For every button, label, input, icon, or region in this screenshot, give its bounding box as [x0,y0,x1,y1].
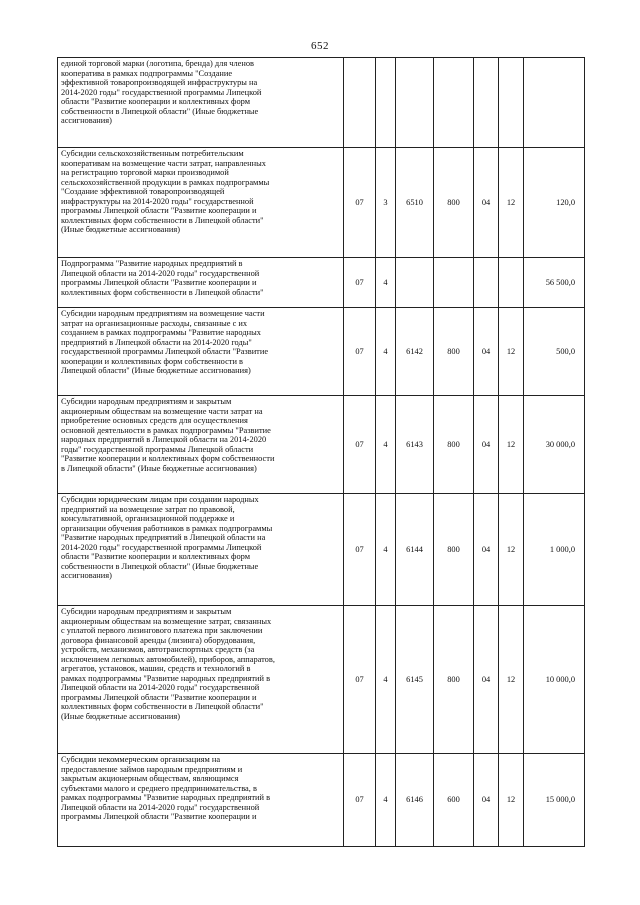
table-row [58,606,585,754]
table-row [58,396,585,494]
amount-cell: 56 500,0 [524,258,585,308]
expense-type-cell: 800 [434,494,474,606]
subsection-cell: 12 [499,494,524,606]
program-code-cell [344,58,376,148]
table-row [58,308,585,396]
subprogram-code-cell: 4 [376,396,396,494]
amount-cell: 30 000,0 [524,396,585,494]
section-cell: 04 [474,754,499,847]
amount-cell: 15 000,0 [524,754,585,847]
subprogram-code-cell: 4 [376,258,396,308]
program-code-cell: 07 [344,148,376,258]
direction-code-cell: 6145 [396,606,434,754]
program-code-cell: 07 [344,308,376,396]
expense-type-cell: 800 [434,308,474,396]
description-cell: Субсидии народным предприятиям и закрытым акционерным обществам на возмещение затрат, связанных с уплатой первого лизингового платежа при заключении договора финансовой аренды (лизинга) оборудования, устройств, механизмов, автотранспортных средств (за исключением легковых автомобилей), приборов, аппаратов, агрегатов, установок, машин, средств и технологий в рамках подпрограммы "Развитие народных предприятий в Липецкой области на 2014-2020 годы" государственной программы Липецкой области "Развитие кооперации и коллективных форм собственности в Липецкой области" (Иные бюджетные ассигнования) [58,606,344,754]
subsection-cell [499,258,524,308]
description-cell: Субсидии некоммерческим организациям на предоставление займов народным предприятиям и закрытым акционерным обществам, являющимся субъектами малого и среднего предпринимательства, в рамках подпрограммы "Развитие народных предприятий в Липецкой области на 2014-2020 годы" государственной программы Липецкой области "Развитие кооперации и [58,754,344,847]
expense-type-cell: 800 [434,148,474,258]
description-cell: Подпрограмма "Развитие народных предприятий в Липецкой области на 2014-2020 годы" государственной программы Липецкой области "Развитие кооперации и коллективных форм собственности в Липецкой области" [58,258,344,308]
direction-code-cell [396,258,434,308]
amount-cell: 500,0 [524,308,585,396]
table-body [58,58,585,847]
direction-code-cell: 6510 [396,148,434,258]
direction-code-cell: 6144 [396,494,434,606]
section-cell: 04 [474,308,499,396]
expense-type-cell [434,58,474,148]
subsection-cell: 12 [499,606,524,754]
direction-code-cell: 6142 [396,308,434,396]
subsection-cell: 12 [499,754,524,847]
table-row [58,258,585,308]
expense-type-cell: 800 [434,606,474,754]
subprogram-code-cell: 4 [376,494,396,606]
description-cell: Субсидии народным предприятиям и закрытым акционерным обществам на возмещение части затрат на приобретение основных средств для осуществления основной деятельности в рамках подпрограммы "Развитие народных предприятий в Липецкой области на 2014-2020 годы" государственной программы Липецкой области "Развитие кооперации и коллективных форм собственности в Липецкой области" (Иные бюджетные ассигнования) [58,396,344,494]
direction-code-cell: 6146 [396,754,434,847]
description-cell: Субсидии сельскохозяйственным потребительским кооперативам на возмещение части затрат, направленных на регистрацию торговой марки производимой сельскохозяйственной продукции в рамках подпрограммы "Создание эффективной товаропроизводящей инфраструктуры на 2014-2020 годы" государственной программы Липецкой области "Развитие кооперации и коллективных форм собственности в Липецкой области" (Иные бюджетные ассигнования) [58,148,344,258]
subprogram-code-cell: 4 [376,754,396,847]
subprogram-code-cell: 4 [376,308,396,396]
section-cell: 04 [474,494,499,606]
description-cell: Субсидии народным предприятиям на возмещение части затрат на организационные расходы, связанные с их созданием в рамках подпрограммы "Развитие народных предприятий в Липецкой области на 2014-2020 годы" государственной программы Липецкой области "Развитие кооперации и коллективных форм собственности в Липецкой области" (Иные бюджетные ассигнования) [58,308,344,396]
program-code-cell: 07 [344,754,376,847]
table-row [58,754,585,847]
section-cell [474,58,499,148]
page-number: 652 [311,40,329,52]
subsection-cell [499,58,524,148]
table-row [58,148,585,258]
section-cell: 04 [474,396,499,494]
amount-cell: 1 000,0 [524,494,585,606]
subsection-cell: 12 [499,396,524,494]
budget-table [57,57,585,847]
subprogram-code-cell: 3 [376,148,396,258]
amount-cell [524,58,585,148]
subprogram-code-cell [376,58,396,148]
direction-code-cell: 6143 [396,396,434,494]
direction-code-cell [396,58,434,148]
expense-type-cell: 800 [434,396,474,494]
program-code-cell: 07 [344,258,376,308]
section-cell [474,258,499,308]
subsection-cell: 12 [499,308,524,396]
description-cell: Субсидии юридическим лицам при создании народных предприятий на возмещение затрат по правовой, консультативной, организационной поддержке и организации обучения работников в рамках подпрограммы "Развитие народных предприятий в Липецкой области на 2014-2020 годы" государственной программы Липецкой области "Развитие кооперации и коллективных форм собственности в Липецкой области" (Иные бюджетные ассигнования) [58,494,344,606]
section-cell: 04 [474,148,499,258]
table-row [58,494,585,606]
program-code-cell: 07 [344,396,376,494]
subprogram-code-cell: 4 [376,606,396,754]
program-code-cell: 07 [344,494,376,606]
amount-cell: 120,0 [524,148,585,258]
description-cell: единой торговой марки (логотипа, бренда) для членов кооператива в рамках подпрограммы "Создание эффективной товаропроизводящей инфраструктуры на 2014-2020 годы" государственной программы Липецкой области "Развитие кооперации и коллективных форм собственности в Липецкой области" (Иные бюджетные ассигнования) [58,58,344,148]
program-code-cell: 07 [344,606,376,754]
subsection-cell: 12 [499,148,524,258]
section-cell: 04 [474,606,499,754]
expense-type-cell: 600 [434,754,474,847]
table-row [58,58,585,148]
amount-cell: 10 000,0 [524,606,585,754]
expense-type-cell [434,258,474,308]
